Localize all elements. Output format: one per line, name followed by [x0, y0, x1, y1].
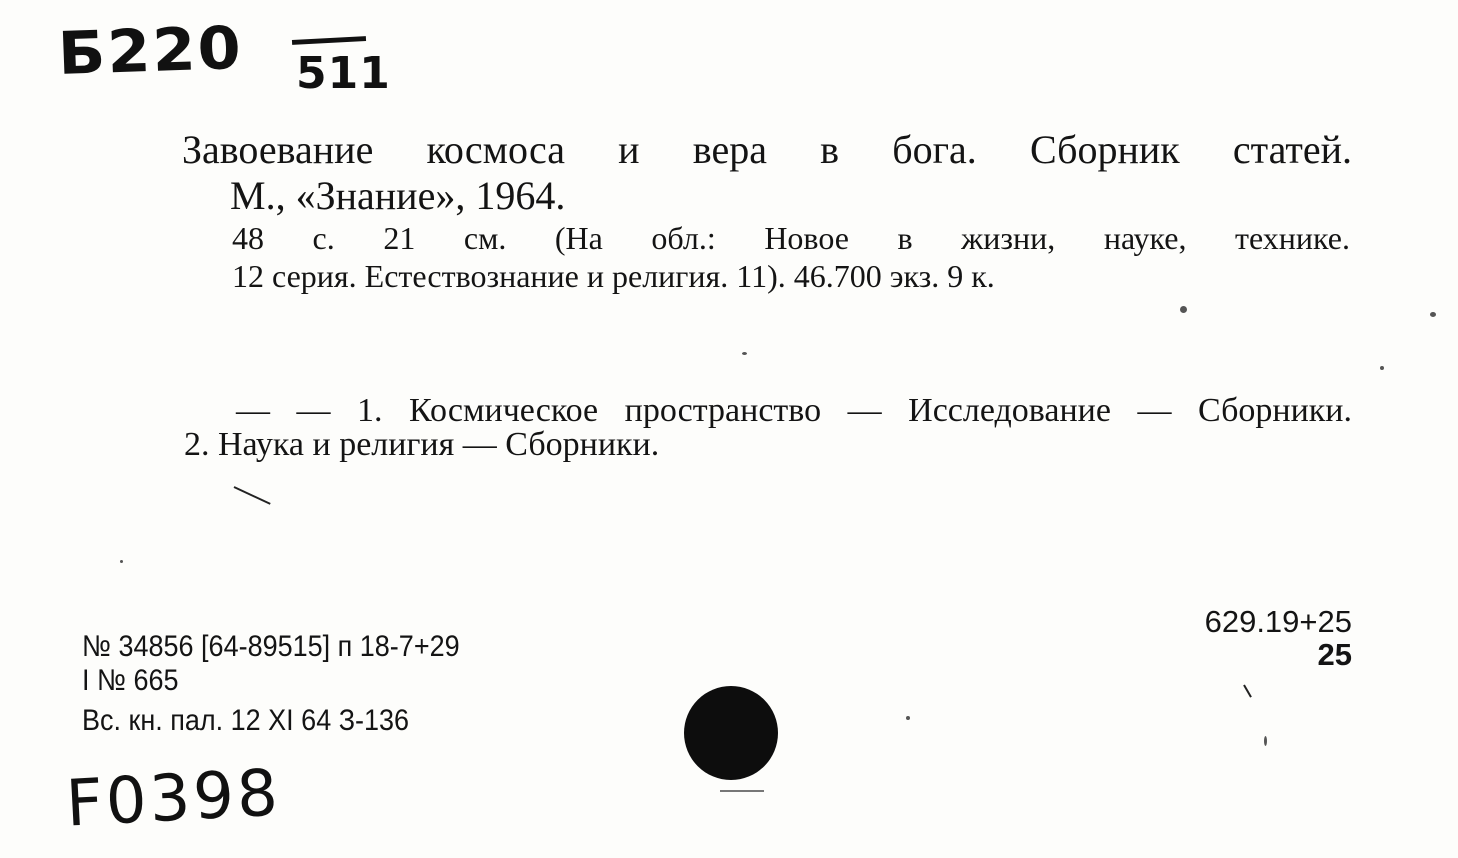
title-line: Завоевание космоса и вера в бога. Сборник статей.	[182, 127, 1352, 172]
handwritten-shelfmark: Б220	[56, 12, 244, 89]
footer-line-2: I № 665	[82, 664, 179, 697]
classification-sub: 25	[1317, 636, 1352, 672]
imprint-line: М., «Знание», 1964.	[230, 173, 566, 218]
collation-line-1: 48 с. 21 см. (На обл.: Новое в жизни, науке, технике.	[232, 220, 1350, 256]
scratch-mark	[720, 790, 764, 792]
handwritten-overline	[292, 36, 366, 45]
footer-line-1: № 34856 [64-89515] п 18-7+29	[82, 630, 460, 663]
subject-heading-1: — — 1. Космическое пространство — Исследование — Сборники.	[236, 392, 1352, 429]
speck	[906, 716, 910, 720]
classification-block	[1205, 606, 1352, 671]
classification-main: 629.19+25	[1204, 604, 1352, 639]
collation-line-2: 12 серия. Естествознание и религия. 11). 46.700 экз. 9 к.	[232, 258, 995, 294]
speck	[742, 352, 747, 355]
subject-heading-2: 2. Наука и религия — Сборники.	[184, 426, 660, 463]
speck	[1180, 306, 1187, 313]
speck	[120, 560, 123, 563]
speck	[1380, 366, 1384, 370]
speck	[1430, 312, 1436, 317]
handwritten-inventory-number: F0398	[64, 756, 283, 842]
scratch-mark	[234, 486, 271, 505]
footer-line-3: Вс. кн. пал. 12 XI 64 З-136	[82, 704, 410, 737]
speck	[1264, 736, 1267, 746]
handwritten-subnumber: 511	[296, 48, 391, 99]
scratch-mark	[1243, 685, 1252, 698]
punch-hole	[684, 686, 778, 780]
